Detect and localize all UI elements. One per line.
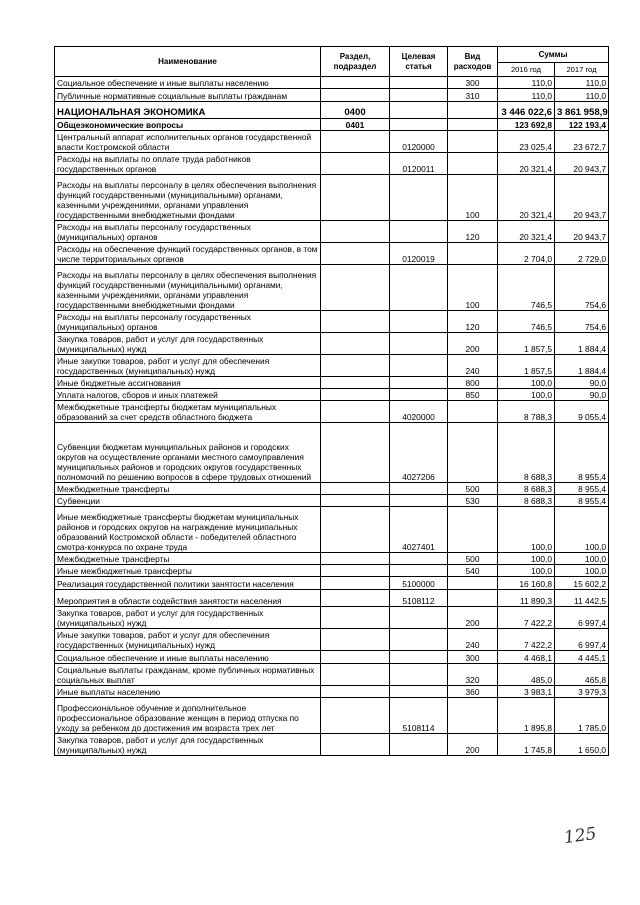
row-type-cell — [448, 243, 498, 265]
row-target-cell — [390, 311, 448, 333]
row-name-cell: НАЦИОНАЛЬНАЯ ЭКОНОМИКА — [55, 102, 321, 119]
row-name-cell: Межбюджетные трансферты бюджетам муниципальных образований за счет средств областного бюджета — [55, 401, 321, 423]
row-target-cell: 0120011 — [390, 153, 448, 175]
row-name-cell: Субвенции бюджетам муниципальных районов и городских округов на осуществление органами местного самоуправления муниципальных районов и городских округов государственных полномочий по решению вопросов в сфере трудовых отношений — [55, 423, 321, 483]
row-type-cell: 100 — [448, 265, 498, 311]
row-sum-2017-cell: 20 943,7 — [555, 221, 609, 243]
row-target-cell: 5108114 — [390, 698, 448, 734]
row-sum-2016-cell: 100,0 — [498, 553, 555, 565]
row-type-cell: 200 — [448, 607, 498, 629]
row-target-cell: 0120000 — [390, 131, 448, 153]
row-section-cell — [321, 311, 390, 333]
table-row — [55, 734, 609, 756]
row-target-cell — [390, 495, 448, 507]
row-section-cell — [321, 175, 390, 221]
table-row — [55, 311, 609, 333]
row-target-cell: 4020000 — [390, 401, 448, 423]
row-sum-2017-cell: 110,0 — [555, 89, 609, 102]
table-row — [55, 629, 609, 651]
row-name-cell: Расходы на обеспечение функций государственных органов, в том числе территориальных органов — [55, 243, 321, 265]
row-type-cell: 300 — [448, 77, 498, 89]
row-sum-2016-cell: 3 983,1 — [498, 686, 555, 698]
row-sum-2016-cell: 20 321,4 — [498, 221, 555, 243]
row-section-cell — [321, 553, 390, 565]
row-sum-2016-cell: 16 160,8 — [498, 577, 555, 590]
row-name-cell: Межбюджетные трансферты — [55, 483, 321, 495]
row-sum-2017-cell: 6 997,4 — [555, 607, 609, 629]
table-row — [55, 577, 609, 590]
row-name-cell: Реализация государственной политики занятости населения — [55, 577, 321, 590]
row-sum-2016-cell: 1 857,5 — [498, 355, 555, 377]
row-sum-2016-cell: 3 446 022,6 — [498, 102, 555, 119]
row-sum-2016-cell: 4 468,1 — [498, 651, 555, 664]
row-target-cell: 0120019 — [390, 243, 448, 265]
row-section-cell: 0401 — [321, 119, 390, 131]
row-name-cell: Расходы на выплаты по оплате труда работников государственных органов — [55, 153, 321, 175]
row-name-cell: Закупка товаров, работ и услуг для государственных (муниципальных) нужд — [55, 734, 321, 756]
row-sum-2016-cell: 100,0 — [498, 377, 555, 389]
row-type-cell: 240 — [448, 629, 498, 651]
row-sum-2016-cell: 485,0 — [498, 664, 555, 686]
row-type-cell — [448, 119, 498, 131]
row-target-cell — [390, 333, 448, 355]
table-row — [55, 607, 609, 629]
table-row — [55, 131, 609, 153]
row-sum-2016-cell: 20 321,4 — [498, 175, 555, 221]
row-section-cell — [321, 698, 390, 734]
row-section-cell — [321, 495, 390, 507]
table-row — [55, 651, 609, 664]
row-sum-2016-cell: 8 788,3 — [498, 401, 555, 423]
row-name-cell: Общеэкономические вопросы — [55, 119, 321, 131]
table-row — [55, 377, 609, 389]
row-name-cell: Межбюджетные трансферты — [55, 553, 321, 565]
row-type-cell — [448, 577, 498, 590]
row-sum-2016-cell: 23 025,4 — [498, 131, 555, 153]
row-sum-2017-cell: 1 884,4 — [555, 355, 609, 377]
row-sum-2016-cell: 2 704,0 — [498, 243, 555, 265]
row-type-cell: 530 — [448, 495, 498, 507]
row-type-cell — [448, 131, 498, 153]
row-sum-2017-cell: 6 997,4 — [555, 629, 609, 651]
row-type-cell: 240 — [448, 355, 498, 377]
row-section-cell — [321, 333, 390, 355]
row-type-cell: 540 — [448, 565, 498, 577]
row-section-cell — [321, 221, 390, 243]
row-sum-2016-cell: 20 321,4 — [498, 153, 555, 175]
row-section-cell — [321, 629, 390, 651]
row-sum-2017-cell: 1 884,4 — [555, 333, 609, 355]
row-sum-2017-cell: 110,0 — [555, 77, 609, 89]
row-target-cell — [390, 89, 448, 102]
row-section-cell — [321, 577, 390, 590]
row-section-cell — [321, 423, 390, 483]
row-type-cell: 850 — [448, 389, 498, 401]
row-target-cell — [390, 651, 448, 664]
row-sum-2016-cell: 746,5 — [498, 265, 555, 311]
row-sum-2017-cell: 90,0 — [555, 377, 609, 389]
row-type-cell: 310 — [448, 89, 498, 102]
row-sum-2017-cell: 20 943,7 — [555, 153, 609, 175]
row-section-cell — [321, 590, 390, 607]
row-section-cell — [321, 483, 390, 495]
row-sum-2017-cell: 465,8 — [555, 664, 609, 686]
table-row — [55, 401, 609, 423]
row-name-cell: Публичные нормативные социальные выплаты гражданам — [55, 89, 321, 102]
row-sum-2017-cell: 1 785,0 — [555, 698, 609, 734]
table-row — [55, 483, 609, 495]
row-sum-2017-cell: 23 672,7 — [555, 131, 609, 153]
row-section-cell — [321, 389, 390, 401]
row-type-cell: 120 — [448, 221, 498, 243]
row-target-cell — [390, 175, 448, 221]
row-sum-2016-cell: 8 688,3 — [498, 495, 555, 507]
table-row — [55, 664, 609, 686]
row-type-cell — [448, 423, 498, 483]
row-sum-2017-cell: 90,0 — [555, 389, 609, 401]
row-type-cell: 800 — [448, 377, 498, 389]
row-section-cell — [321, 77, 390, 89]
row-name-cell: Социальное обеспечение и иные выплаты населению — [55, 651, 321, 664]
row-sum-2017-cell: 15 602,2 — [555, 577, 609, 590]
row-section-cell — [321, 651, 390, 664]
row-section-cell — [321, 664, 390, 686]
row-type-cell: 100 — [448, 175, 498, 221]
row-sum-2016-cell: 100,0 — [498, 389, 555, 401]
table-row — [55, 153, 609, 175]
row-name-cell: Расходы на выплаты персоналу в целях обеспечения выполнения функций государственными (муниципальными) органами, казенными учреждениями, органами управления государственными внебюджетными фондами — [55, 265, 321, 311]
row-type-cell: 500 — [448, 483, 498, 495]
row-target-cell — [390, 734, 448, 756]
row-sum-2017-cell: 754,6 — [555, 265, 609, 311]
table-row — [55, 89, 609, 102]
row-section-cell — [321, 607, 390, 629]
row-name-cell: Социальное обеспечение и иные выплаты населению — [55, 77, 321, 89]
row-sum-2017-cell: 1 650,0 — [555, 734, 609, 756]
row-type-cell: 360 — [448, 686, 498, 698]
row-section-cell — [321, 507, 390, 553]
row-name-cell: Иные межбюджетные трансферты бюджетам муниципальных районов и городских округов на награждение муниципальных образований Костромской области - победителей областного смотра-конкурса по охране труда — [55, 507, 321, 553]
header-section: Раздел, подраздел — [321, 47, 390, 77]
table-row — [55, 119, 609, 131]
row-name-cell: Уплата налогов, сборов и иных платежей — [55, 389, 321, 401]
row-sum-2017-cell: 8 955,4 — [555, 495, 609, 507]
row-target-cell — [390, 664, 448, 686]
row-sum-2017-cell: 3 861 958,9 — [555, 102, 609, 119]
header-year-2017: 2017 год — [555, 63, 609, 77]
row-sum-2016-cell: 100,0 — [498, 507, 555, 553]
row-name-cell: Иные закупки товаров, работ и услуг для обеспечения государственных (муниципальных) нужд — [55, 629, 321, 651]
row-target-cell — [390, 377, 448, 389]
row-sum-2017-cell: 2 729,0 — [555, 243, 609, 265]
row-type-cell — [448, 698, 498, 734]
row-sum-2016-cell: 1 745,8 — [498, 734, 555, 756]
table-row — [55, 565, 609, 577]
row-target-cell — [390, 102, 448, 119]
row-sum-2017-cell: 8 955,4 — [555, 483, 609, 495]
row-name-cell: Закупка товаров, работ и услуг для государственных (муниципальных) нужд — [55, 607, 321, 629]
row-name-cell: Иные бюджетные ассигнования — [55, 377, 321, 389]
table-row — [55, 507, 609, 553]
row-sum-2017-cell: 8 955,4 — [555, 423, 609, 483]
table-row — [55, 175, 609, 221]
row-type-cell — [448, 401, 498, 423]
row-section-cell — [321, 565, 390, 577]
row-sum-2017-cell: 20 943,7 — [555, 175, 609, 221]
row-name-cell: Центральный аппарат исполнительных органов государственной власти Костромской области — [55, 131, 321, 153]
row-sum-2016-cell: 7 422,2 — [498, 607, 555, 629]
row-target-cell — [390, 265, 448, 311]
row-name-cell: Социальные выплаты гражданам, кроме публичных нормативных социальных выплат — [55, 664, 321, 686]
table-row — [55, 495, 609, 507]
row-sum-2016-cell: 123 692,8 — [498, 119, 555, 131]
row-sum-2016-cell: 1 895,8 — [498, 698, 555, 734]
row-sum-2017-cell: 100,0 — [555, 507, 609, 553]
row-type-cell — [448, 102, 498, 119]
table-row — [55, 77, 609, 89]
row-target-cell — [390, 77, 448, 89]
row-type-cell — [448, 153, 498, 175]
row-name-cell: Иные межбюджетные трансферты — [55, 565, 321, 577]
row-sum-2016-cell: 110,0 — [498, 89, 555, 102]
row-section-cell — [321, 131, 390, 153]
row-name-cell: Расходы на выплаты персоналу в целях обеспечения выполнения функций государственными (муниципальными) органами, казенными учреждениями, органами управления государственными внебюджетными фондами — [55, 175, 321, 221]
table-row — [55, 243, 609, 265]
row-name-cell: Иные выплаты населению — [55, 686, 321, 698]
row-type-cell — [448, 507, 498, 553]
row-sum-2017-cell: 754,6 — [555, 311, 609, 333]
row-name-cell: Расходы на выплаты персоналу государственных (муниципальных) органов — [55, 311, 321, 333]
table-row — [55, 590, 609, 607]
row-sum-2016-cell: 11 890,3 — [498, 590, 555, 607]
row-section-cell — [321, 734, 390, 756]
header-sums: Суммы — [498, 47, 609, 63]
row-sum-2017-cell: 9 055,4 — [555, 401, 609, 423]
row-target-cell: 5108112 — [390, 590, 448, 607]
row-section-cell — [321, 243, 390, 265]
row-sum-2017-cell: 4 445,1 — [555, 651, 609, 664]
header-year-2016: 2016 год — [498, 63, 555, 77]
row-sum-2017-cell: 122 193,4 — [555, 119, 609, 131]
row-type-cell: 120 — [448, 311, 498, 333]
header-target: Целевая статья — [390, 47, 448, 77]
row-sum-2017-cell: 11 442,5 — [555, 590, 609, 607]
budget-table-page — [54, 46, 609, 756]
row-sum-2017-cell: 100,0 — [555, 565, 609, 577]
row-sum-2016-cell: 8 688,3 — [498, 483, 555, 495]
row-type-cell — [448, 590, 498, 607]
row-target-cell: 4027206 — [390, 423, 448, 483]
row-type-cell: 200 — [448, 333, 498, 355]
row-name-cell: Профессиональное обучение и дополнительное профессиональное образование женщин в период отпуска по уходу за ребенком до достижения им возраста трех лет — [55, 698, 321, 734]
row-sum-2017-cell: 3 979,3 — [555, 686, 609, 698]
row-section-cell — [321, 265, 390, 311]
row-sum-2017-cell: 100,0 — [555, 553, 609, 565]
row-section-cell — [321, 401, 390, 423]
table-row — [55, 423, 609, 483]
row-section-cell — [321, 686, 390, 698]
row-target-cell — [390, 607, 448, 629]
row-target-cell — [390, 629, 448, 651]
row-section-cell: 0400 — [321, 102, 390, 119]
header-type: Вид расходов — [448, 47, 498, 77]
row-target-cell: 4027401 — [390, 507, 448, 553]
table-row — [55, 221, 609, 243]
row-type-cell: 500 — [448, 553, 498, 565]
row-type-cell: 300 — [448, 651, 498, 664]
table-row — [55, 698, 609, 734]
row-section-cell — [321, 89, 390, 102]
handwritten-page-number: 125 — [562, 823, 598, 849]
table-body — [55, 77, 609, 756]
row-sum-2016-cell: 7 422,2 — [498, 629, 555, 651]
row-sum-2016-cell: 8 688,3 — [498, 423, 555, 483]
row-section-cell — [321, 377, 390, 389]
row-target-cell — [390, 686, 448, 698]
header-name: Наименование — [55, 47, 321, 77]
row-target-cell — [390, 483, 448, 495]
row-section-cell — [321, 355, 390, 377]
table-row — [55, 265, 609, 311]
row-name-cell: Расходы на выплаты персоналу государственных (муниципальных) органов — [55, 221, 321, 243]
row-target-cell — [390, 553, 448, 565]
table-row — [55, 389, 609, 401]
row-target-cell — [390, 119, 448, 131]
row-name-cell: Закупка товаров, работ и услуг для государственных (муниципальных) нужд — [55, 333, 321, 355]
row-target-cell — [390, 355, 448, 377]
table-row — [55, 102, 609, 119]
budget-table — [54, 46, 609, 756]
table-row — [55, 553, 609, 565]
row-section-cell — [321, 153, 390, 175]
row-target-cell — [390, 565, 448, 577]
row-target-cell — [390, 221, 448, 243]
row-sum-2016-cell: 746,5 — [498, 311, 555, 333]
row-sum-2016-cell: 100,0 — [498, 565, 555, 577]
row-type-cell: 200 — [448, 734, 498, 756]
row-name-cell: Мероприятия в области содействия занятости населения — [55, 590, 321, 607]
table-row — [55, 686, 609, 698]
row-name-cell: Иные закупки товаров, работ и услуг для обеспечения государственных (муниципальных) нужд — [55, 355, 321, 377]
row-target-cell — [390, 389, 448, 401]
table-row — [55, 355, 609, 377]
row-target-cell: 5100000 — [390, 577, 448, 590]
row-sum-2016-cell: 110,0 — [498, 77, 555, 89]
row-type-cell: 320 — [448, 664, 498, 686]
row-sum-2016-cell: 1 857,5 — [498, 333, 555, 355]
table-row — [55, 333, 609, 355]
row-name-cell: Субвенции — [55, 495, 321, 507]
